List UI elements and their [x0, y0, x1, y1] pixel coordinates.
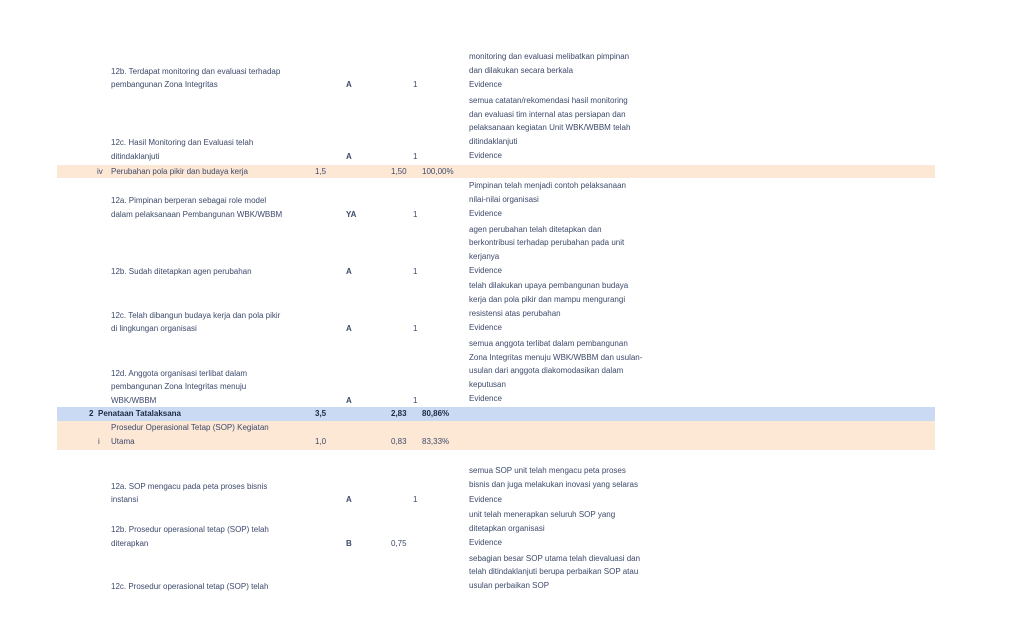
note-text: dan evaluasi tim internal atas persiapan dan: [469, 110, 626, 119]
criteria-text: di lingkungan organisasi: [111, 324, 197, 333]
section-weight: 3,5: [315, 409, 327, 418]
section-percent: 80,86%: [422, 409, 450, 418]
note-text: kerja dan pola pikir dan mampu mengurangi: [469, 295, 626, 304]
section-value: 0,83: [391, 437, 407, 446]
section-title: Penataan Tatalaksana: [98, 409, 182, 418]
criteria-text: pembangunan Zona Integritas menuju: [111, 382, 247, 391]
section-band-2: [57, 407, 935, 421]
note-text: semua catatan/rekomendasi hasil monitoring: [469, 96, 628, 105]
note-text: nilai-nilai organisasi: [469, 195, 539, 204]
section-number: i: [98, 437, 100, 446]
section-title: Utama: [111, 437, 135, 446]
note-text: sebagian besar SOP utama telah dievaluasi dan: [469, 554, 641, 563]
evidence-link[interactable]: Evidence: [469, 80, 502, 89]
evidence-link[interactable]: Evidence: [469, 323, 502, 332]
evidence-link[interactable]: Evidence: [469, 394, 502, 403]
section-title: Perubahan pola pikir dan budaya kerja: [111, 167, 248, 176]
note-text: telah ditindaklanjuti berupa perbaikan SOP atau: [469, 567, 639, 576]
grade-cell: A: [346, 396, 352, 405]
note-text: semua SOP unit telah mengacu peta proses: [469, 466, 626, 475]
criteria-text: 12c. Hasil Monitoring dan Evaluasi telah: [111, 138, 254, 147]
section-percent: 83,33%: [422, 437, 450, 446]
note-text: berkontribusi terhadap perubahan pada unit: [469, 238, 625, 247]
evidence-link[interactable]: Evidence: [469, 495, 502, 504]
criteria-text: ditindaklanjuti: [111, 152, 160, 161]
section-weight: 1,5: [315, 167, 327, 176]
section-value: 2,83: [391, 409, 407, 418]
section-title: Prosedur Operasional Tetap (SOP) Kegiatan: [111, 423, 269, 432]
criteria-text: instansi: [111, 495, 139, 504]
criteria-text: WBK/WBBM: [111, 396, 157, 405]
score-cell: 1: [413, 210, 418, 219]
score-cell: 1: [413, 495, 418, 504]
note-text: ditindaklanjuti: [469, 137, 518, 146]
section-weight: 1,0: [315, 437, 327, 446]
evidence-link[interactable]: Evidence: [469, 209, 502, 218]
note-text: keputusan: [469, 380, 506, 389]
note-text: monitoring dan evaluasi melibatkan pimpinan: [469, 52, 630, 61]
score-cell: 0,75: [391, 539, 407, 548]
criteria-text: 12b. Prosedur operasional tetap (SOP) telah: [111, 525, 269, 534]
criteria-text: 12b. Sudah ditetapkan agen perubahan: [111, 267, 252, 276]
score-cell: 1: [413, 267, 418, 276]
criteria-text: dalam pelaksanaan Pembangunan WBK/WBBM: [111, 210, 283, 219]
note-text: kerjanya: [469, 252, 500, 261]
note-text: Pimpinan telah menjadi contoh pelaksanaan: [469, 181, 626, 190]
grade-cell: A: [346, 152, 352, 161]
note-text: ditetapkan organisasi: [469, 524, 545, 533]
grade-cell: A: [346, 267, 352, 276]
criteria-text: 12c. Telah dibangun budaya kerja dan pola pikir: [111, 311, 281, 320]
note-text: telah dilakukan upaya pembangunan budaya: [469, 281, 629, 290]
evidence-link[interactable]: Evidence: [469, 538, 502, 547]
note-text: agen perubahan telah ditetapkan dan: [469, 225, 602, 234]
criteria-text: 12d. Anggota organisasi terlibat dalam: [111, 369, 248, 378]
note-text: usulan perbaikan SOP: [469, 581, 550, 590]
note-text: semua anggota terlibat dalam pembangunan: [469, 339, 628, 348]
criteria-text: pembangunan Zona Integritas: [111, 80, 218, 89]
criteria-text: 12a. Pimpinan berperan sebagai role model: [111, 196, 267, 205]
criteria-text: diterapkan: [111, 539, 149, 548]
note-text: dan dilakukan secara berkala: [469, 66, 574, 75]
criteria-text: 12a. SOP mengacu pada peta proses bisnis: [111, 482, 268, 491]
evidence-link[interactable]: Evidence: [469, 266, 502, 275]
section-number: iv: [97, 167, 103, 176]
grade-cell: B: [346, 539, 352, 548]
grade-cell: YA: [346, 210, 357, 219]
evidence-link[interactable]: Evidence: [469, 151, 502, 160]
section-value: 1,50: [391, 167, 407, 176]
section-percent: 100,00%: [422, 167, 454, 176]
criteria-text: 12b. Terdapat monitoring dan evaluasi terhadap: [111, 67, 281, 76]
criteria-text: 12c. Prosedur operasional tetap (SOP) telah: [111, 582, 269, 591]
note-text: usulan dari anggota diakomodasikan dalam: [469, 366, 624, 375]
note-text: pelaksanaan kegiatan Unit WBK/WBBM telah: [469, 123, 631, 132]
grade-cell: A: [346, 80, 352, 89]
section-number: 2: [89, 409, 94, 418]
note-text: bisnis dan juga melakukan inovasi yang selaras: [469, 480, 638, 489]
score-cell: 1: [413, 80, 418, 89]
note-text: resistensi atas perubahan: [469, 309, 561, 318]
score-cell: 1: [413, 152, 418, 161]
note-text: unit telah menerapkan seluruh SOP yang: [469, 510, 616, 519]
note-text: Zona Integritas menuju WBK/WBBM dan usulan-: [469, 353, 643, 362]
grade-cell: A: [346, 324, 352, 333]
grade-cell: A: [346, 495, 352, 504]
score-cell: 1: [413, 324, 418, 333]
score-cell: 1: [413, 396, 418, 405]
